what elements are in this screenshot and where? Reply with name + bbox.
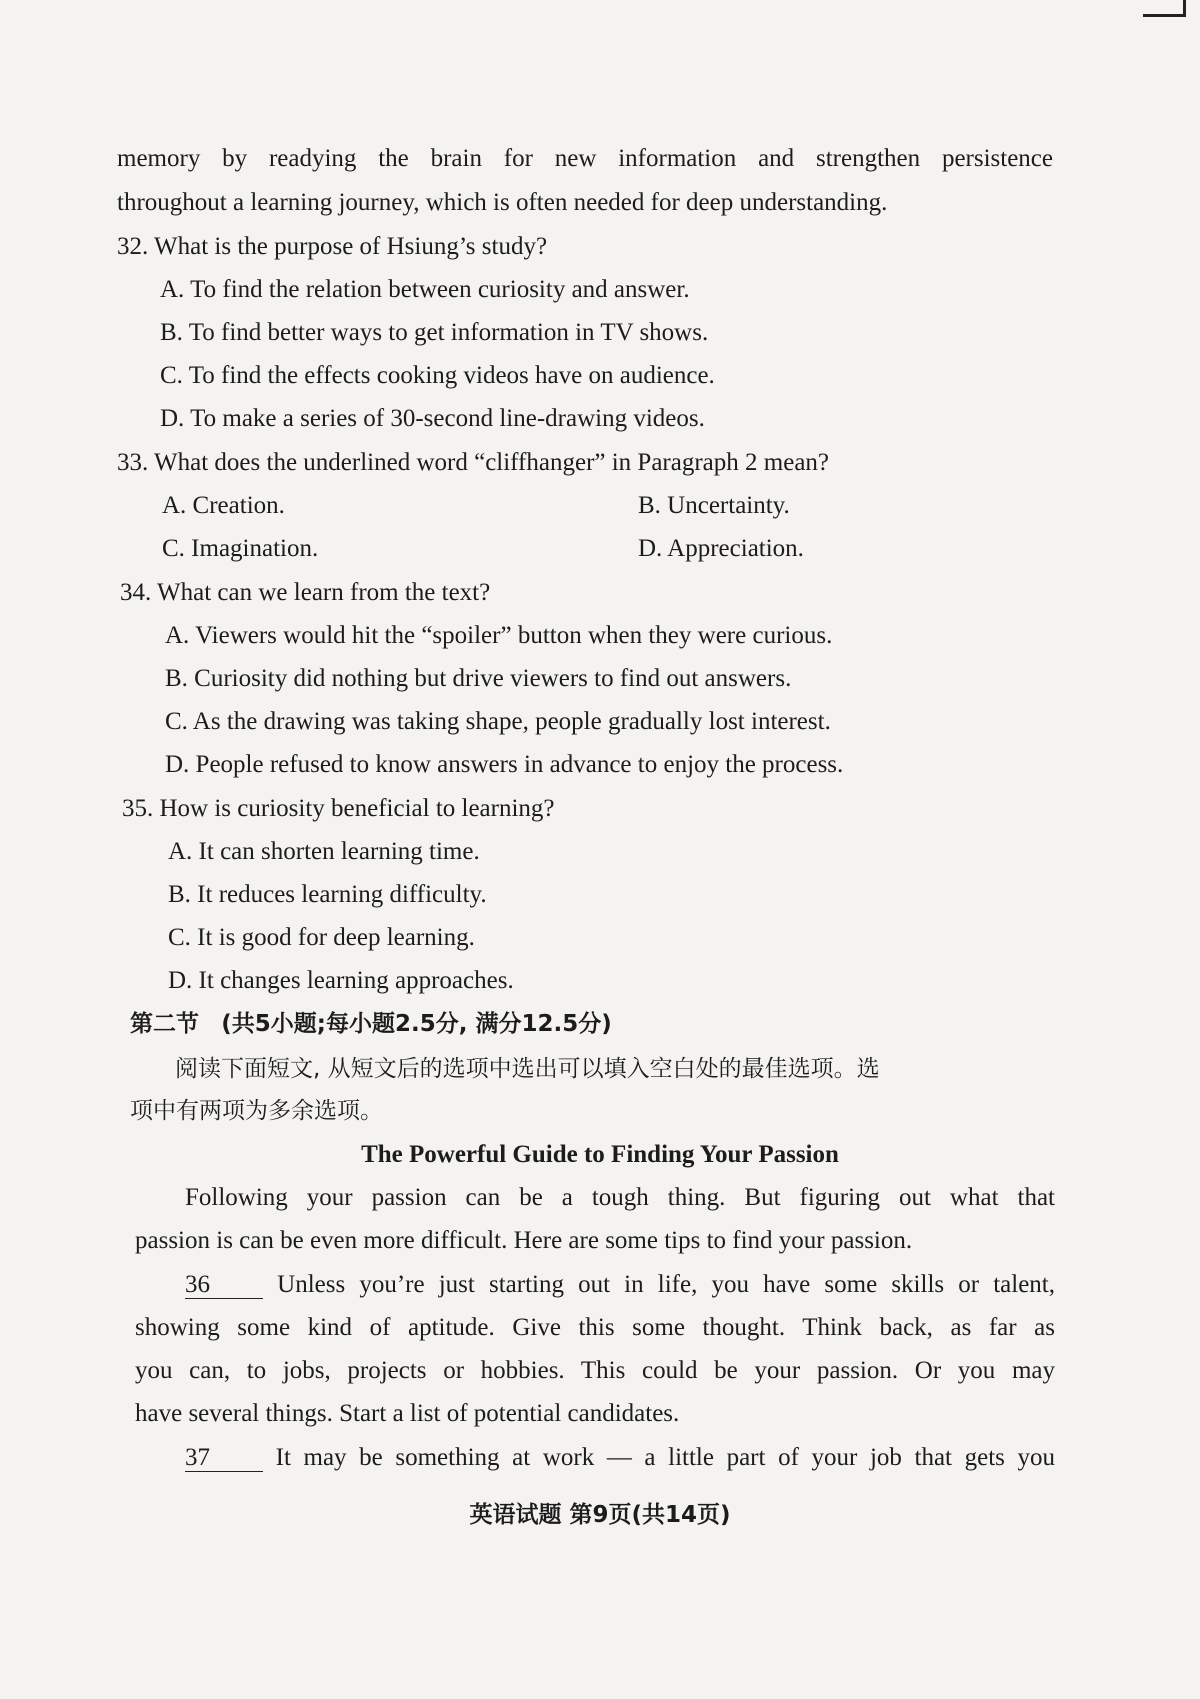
page-footer: 英语试题 第9页(共14页) [469, 1502, 731, 1528]
question-34-option-c: C. As the drawing was taking shape, people gradually lost interest. [165, 708, 831, 735]
question-32-option-c: C. To find the effects cooking videos have on audience. [160, 362, 715, 389]
passage-text-line: memory by readying the brain for new information and strengthen persistence [117, 145, 1053, 172]
question-35-option-c: C. It is good for deep learning. [168, 924, 475, 951]
question-35-option-a: A. It can shorten learning time. [168, 838, 480, 865]
passage-line: have several things. Start a list of potential candidates. [135, 1400, 680, 1427]
passage-line-with-blank [185, 1443, 1055, 1473]
section-instruction-line: 项中有两项为多余选项。 [130, 1098, 383, 1124]
question-35-option-b: B. It reduces learning difficulty. [168, 881, 487, 908]
question-34-option-b: B. Curiosity did nothing but drive viewers to find out answers. [165, 665, 792, 692]
passage-text: It may be something at work — a little part of your job that gets you [275, 1444, 1056, 1471]
passage-title: The Powerful Guide to Finding Your Passion [361, 1141, 839, 1168]
section-scoring: (共5小题;每小题2.5分, 满分12.5分) [221, 1011, 612, 1037]
passage-line: showing some kind of aptitude. Give this some thought. Think back, as far as [135, 1314, 1055, 1341]
passage-line-with-blank [185, 1270, 1055, 1300]
question-33-option-b: B. Uncertainty. [638, 492, 790, 519]
question-35-stem: 35. How is curiosity beneficial to learning? [122, 795, 555, 822]
section-title: 第二节 [130, 1011, 199, 1037]
passage-text-line: throughout a learning journey, which is often needed for deep understanding. [117, 189, 888, 216]
passage-text: Unless you’re just starting out in life, you have some skills or talent, [277, 1271, 1055, 1298]
question-34-option-d: D. People refused to know answers in advance to enjoy the process. [165, 751, 844, 778]
page-corner-mark [1143, 0, 1186, 17]
question-34-option-a: A. Viewers would hit the “spoiler” button when they were curious. [165, 622, 833, 649]
passage-line: Following your passion can be a tough thing. But figuring out what that [185, 1184, 1055, 1211]
blank-36[interactable]: 36 [185, 1272, 263, 1299]
blank-37[interactable]: 37 [185, 1445, 263, 1472]
question-34-stem: 34. What can we learn from the text? [120, 579, 491, 606]
section-heading [130, 1009, 612, 1039]
section-instruction-line: 阅读下面短文, 从短文后的选项中选出可以填入空白处的最佳选项。选 [175, 1056, 880, 1082]
question-32-option-d: D. To make a series of 30-second line-drawing videos. [160, 405, 705, 432]
question-33-option-c: C. Imagination. [162, 535, 319, 562]
passage-line: you can, to jobs, projects or hobbies. This could be your passion. Or you may [135, 1357, 1055, 1384]
question-32-stem: 32. What is the purpose of Hsiung’s study? [117, 233, 548, 260]
question-33-stem: 33. What does the underlined word “cliffhanger” in Paragraph 2 mean? [117, 449, 830, 476]
question-32-option-a: A. To find the relation between curiosity and answer. [160, 276, 690, 303]
question-32-option-b: B. To find better ways to get information in TV shows. [160, 319, 709, 346]
question-33-option-d: D. Appreciation. [638, 535, 804, 562]
question-33-option-a: A. Creation. [162, 492, 285, 519]
question-35-option-d: D. It changes learning approaches. [168, 967, 514, 994]
passage-line: passion is can be even more difficult. Here are some tips to find your passion. [135, 1227, 913, 1254]
